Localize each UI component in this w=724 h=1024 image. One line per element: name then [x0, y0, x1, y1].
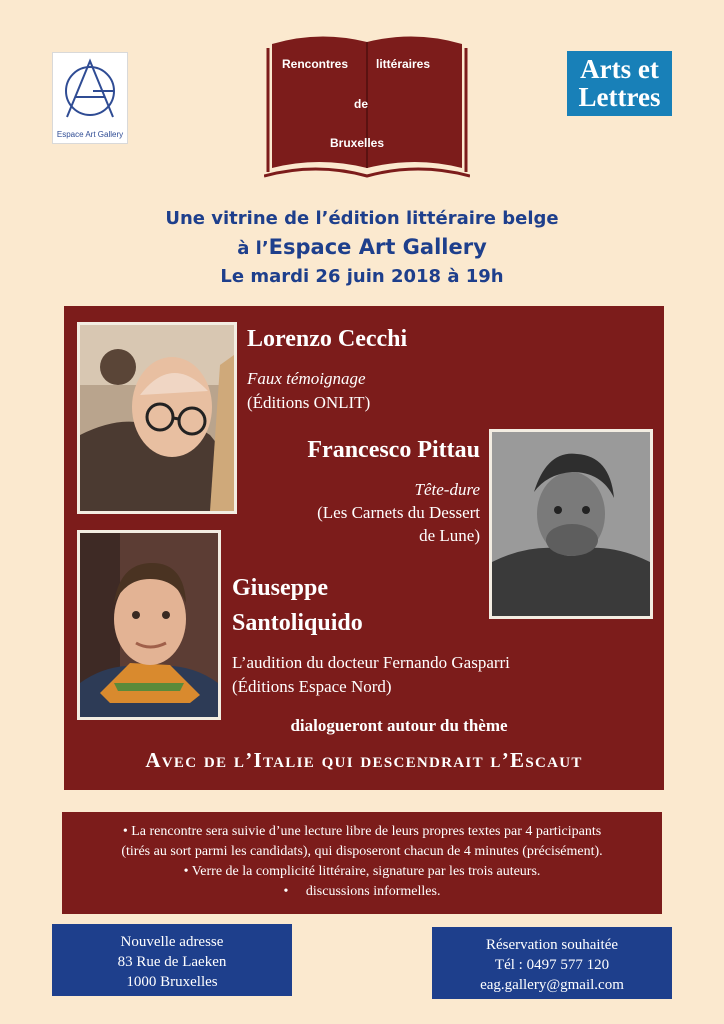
arts-et-lettres-line2: Lettres: [578, 82, 661, 112]
publisher-cecchi: (Éditions ONLIT): [247, 393, 371, 412]
details-line-3: • Verre de la complicité littéraire, signature par les trois auteurs.: [183, 864, 541, 879]
publisher-pittau-line2: de Lune): [419, 526, 480, 545]
arts-et-lettres-line1: Arts et: [580, 54, 659, 84]
eag-logo-caption: Espace Art Gallery: [56, 130, 124, 139]
details-panel: [62, 812, 662, 914]
heading-line-2-prefix: à l’: [237, 238, 269, 259]
author-photo-pittau: [489, 429, 653, 619]
book-word-2: littéraires: [376, 57, 431, 71]
espace-art-gallery-logo: [52, 52, 128, 144]
reservation-email[interactable]: eag.gallery@gmail.com: [480, 977, 624, 993]
heading-line-1: Une vitrine de l’édition littéraire belge: [165, 208, 559, 229]
author-name-cecchi: Lorenzo Cecchi: [247, 326, 408, 352]
address-street: 83 Rue de Laeken: [117, 954, 227, 970]
details-line-4: • discussions informelles.: [283, 884, 441, 899]
address-label: Nouvelle adresse: [120, 934, 224, 950]
book-logo-text: [264, 30, 470, 180]
author-name-santoliquido-line1: Giuseppe: [232, 575, 329, 601]
heading-line-2: [0, 235, 724, 259]
eag-logo-mark-icon: [53, 53, 127, 127]
arts-et-lettres-logo: [567, 51, 672, 116]
author-name-pittau: Francesco Pittau: [307, 437, 480, 463]
details-line-1: • La rencontre sera suivie d’une lecture libre de leurs propres textes par 4 participants: [122, 824, 602, 839]
book-word-4: Bruxelles: [330, 136, 385, 150]
author-photo-santoliquido: [77, 530, 221, 720]
heading-date: Le mardi 26 juin 2018 à 19h: [220, 266, 504, 287]
book-title-santoliquido: L’audition du docteur Fernando Gasparri: [232, 653, 510, 672]
publisher-pittau-line1: (Les Carnets du Dessert: [317, 503, 480, 522]
author-photo-cecchi: [77, 322, 237, 514]
theme-intro: dialogueront autour du thème: [290, 716, 508, 735]
reservation-box: [432, 927, 672, 999]
details-line-2: (tirés au sort parmi les candidats), qui disposeront chacun de 4 minutes (précisément).: [121, 844, 603, 859]
reservation-label: Réservation souhaitée: [485, 937, 619, 953]
address-box: [52, 924, 292, 996]
book-title-cecchi: Faux témoignage: [247, 369, 366, 388]
book-word-1: Rencontres: [282, 57, 349, 71]
address-city: 1000 Bruxelles: [126, 974, 218, 990]
reservation-phone: Tél : 0497 577 120: [494, 957, 610, 973]
author-name-santoliquido-line2: Santoliquido: [232, 610, 363, 636]
book-word-3: de: [354, 97, 369, 111]
book-title-pittau: Tête-dure: [414, 480, 480, 499]
theme-title: Avec de l’Italie qui descendrait l’Escaut: [145, 748, 583, 772]
heading-line-2-main: Espace Art Gallery: [268, 235, 487, 259]
publisher-santoliquido: (Éditions Espace Nord): [232, 677, 392, 696]
authors-panel: [64, 306, 664, 790]
